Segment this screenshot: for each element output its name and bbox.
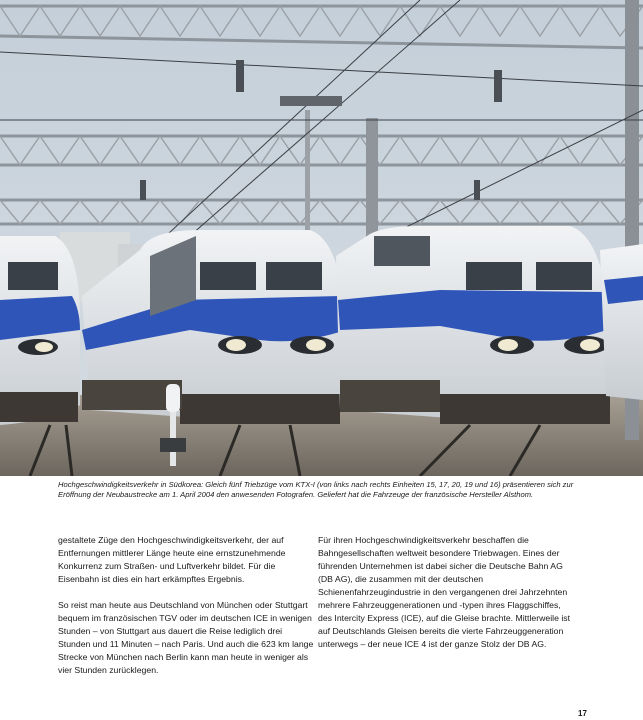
paragraph: gestaltete Züge den Hochgeschwindigkeitsverkehr, der auf Entfernungen mittlerer Länge heute eine ernstzunehmende Konkurrenz zum Straßen- und Luftverkehr bildet. Für die Eisenbahn ist dies ein hart erkämpftes Ergebnis.: [58, 535, 286, 584]
text-column-right: [318, 534, 574, 664]
paragraph: Für ihren Hochgeschwindigkeitsverkehr beschaffen die Bahngesellschaften weltweit besondere Triebwagen. Eines der führenden Unternehmen ist dabei sicher die Deutsche Bahn AG (DB AG), die zusammen mit der deutschen Schienenfahrzeugindustrie in den vergangenen drei Jahrzehnten mehrere Fahrzeuggenerationen und -typen ihres Flaggschiffes, des Intercity Express (ICE), auf die Gleise brachte. Mittlerweile ist auf Deutschlands Gleisen bereits die vierte Fahrzeuggeneration unterwegs – der neue ICE 4 ist der ganze Stolz der DB AG.: [318, 535, 571, 649]
page-number: 17: [578, 709, 587, 718]
text-column-left: [58, 534, 314, 690]
paragraph: So reist man heute aus Deutschland von München oder Stuttgart bequem im französischen TGV oder im deutschen ICE in wenigen Stunden – von Stuttgart aus dauert die Reise lediglich drei Stunden und 11 Minuten – nach Paris. Und auch die 623 km lange Strecke von München nach Berlin kann man heute in weniger als vier Stunden zurücklegen.: [58, 600, 314, 675]
photo-caption: Hochgeschwindigkeitsverkehr in Südkorea: Gleich fünf Triebzüge vom KTX-I (von links nach rechts Einheiten 15, 17, 20, 19 und 16) präsentieren sich zur Eröffnung der Neubaustrecke am 1. April 2004 den anwesenden Fotografen. Geliefert hat die Fahrzeuge der französische Hersteller Alsthom.: [58, 480, 574, 500]
